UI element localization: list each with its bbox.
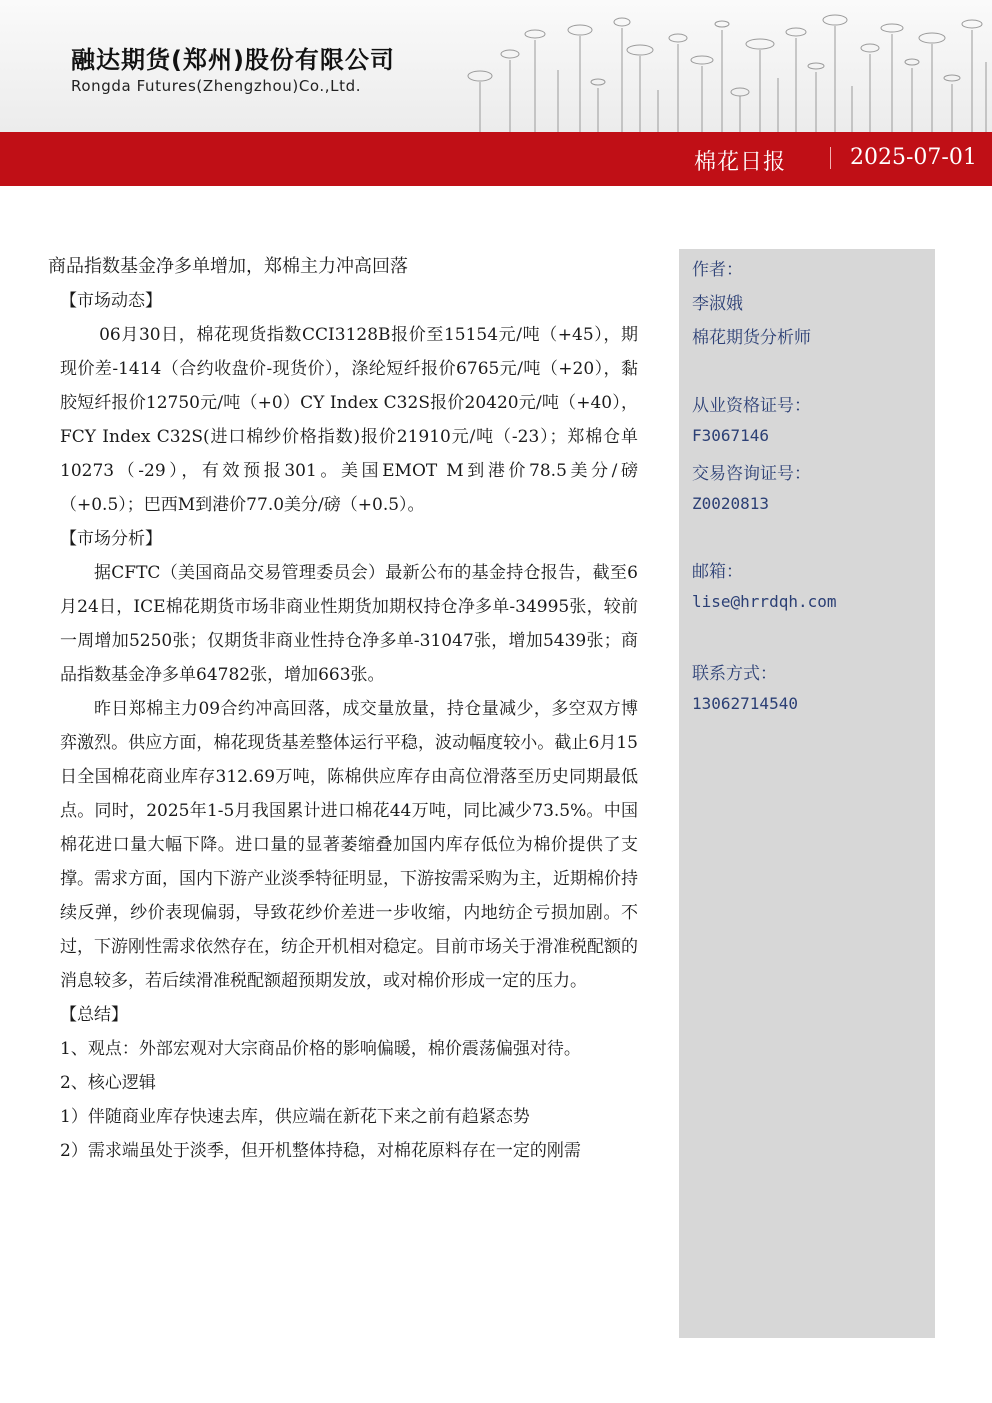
qualification-number: F3067146 [692,426,770,445]
title-banner [0,132,992,186]
market-news-paragraph: 06月30日，棉花现货指数CCI3128B报价至15154元/吨（+45），期现价差-1414（合约收盘价-现货价），涤纶短纤报价6765元/吨（+20），黏胶短纤报价12750元/吨（+0）CY Index C32S报价20420元/吨（+40），FCY Index C32S(进口棉纱价格指数)报价21910元/吨（-23）；郑棉仓单10273（-29），有效预报301。美国EMOT M到港价78.5美分/磅（+0.5）；巴西M到港价77.0美分/磅（+0.5）。 [60,325,638,515]
author-sidebar [679,249,935,1338]
analysis-paragraph-1: 据CFTC（美国商品交易管理委员会）最新公布的基金持仓报告，截至6月24日，ICE棉花期货市场非商业性期货加期权持仓净多单-34995张，较前一周增加5250张；仅期货非商业性持仓净多单-31047张，增加5439张；商品指数基金净多单64782张，增加663张。 [60,563,638,685]
qualification-label: 从业资格证号： [692,396,811,416]
report-body [48,250,638,1168]
report-header [0,0,992,132]
market-news-heading: 【市场动态】 [60,291,162,311]
company-name-cn: 融达期货(郑州)股份有限公司 [71,46,395,74]
summary-logic-item-1: 1）伴随商业库存快速去库，供应端在新花下来之前有趋紧态势 [60,1107,530,1127]
report-type-title: 棉花日报 [694,150,787,175]
summary-logic-item-2: 2）需求端虽处于淡季，但开机整体持稳，对棉花原料存在一定的刚需 [60,1141,581,1161]
author-title: 棉花期货分析师 [692,328,811,348]
report-headline: 商品指数基金净多单增加，郑棉主力冲高回落 [48,256,408,277]
contact-label: 联系方式： [692,664,777,684]
author-name: 李淑娥 [692,294,743,314]
author-label: 作者： [692,260,743,280]
email-label: 邮箱： [692,562,743,582]
consult-label: 交易咨询证号： [692,464,811,484]
phone-number: 13062714540 [692,694,798,713]
summary-logic-heading: 2、核心逻辑 [60,1073,156,1093]
company-name-en: Rongda Futures(Zhengzhou)Co.,Ltd. [71,77,362,95]
summary-view: 1、观点：外部宏观对大宗商品价格的影响偏暖，棉价震荡偏强对待。 [60,1039,581,1059]
email-link[interactable]: lise@hrrdqh.com [692,592,837,611]
analysis-paragraph-2: 昨日郑棉主力09合约冲高回落，成交量放量，持仓量减少，多空双方博弈激烈。供应方面，棉花现货基差整体运行平稳，波动幅度较小。截止6月15日全国棉花商业库存312.69万吨，陈棉供应库存由高位滑落至历史同期最低点。同时，2025年1-5月我国累计进口棉花44万吨，同比减少73.5%。中国棉花进口量大幅下降。进口量的显著萎缩叠加国内库存低位为棉价提供了支撑。需求方面，国内下游产业淡季特征明显，下游按需采购为主，近期棉价持续反弹，纱价表现偏弱，导致花纱价差进一步收缩，内地纺企亏损加剧。不过，下游刚性需求依然存在，纺企开机相对稳定。目前市场关于滑准税配额的消息较多，若后续滑准税配额超预期发放，或对棉价形成一定的压力。 [60,699,638,991]
banner-divider [830,147,831,169]
report-date: 2025-07-01 [850,145,977,170]
decorative-circles-graphic [440,0,992,132]
consult-number: Z0020813 [692,494,770,513]
market-analysis-heading: 【市场分析】 [60,529,162,549]
summary-heading: 【总结】 [60,1005,128,1025]
